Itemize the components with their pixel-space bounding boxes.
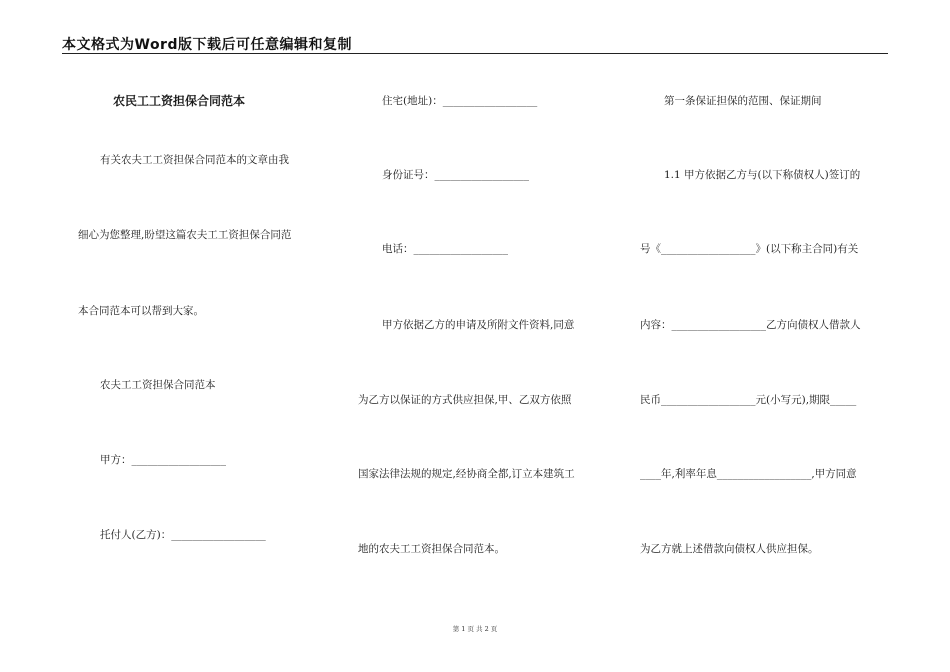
column1-line-6: 托付人(乙方)：__________________	[100, 529, 266, 541]
column1-line-3: 本合同范本可以帮到大家。	[78, 305, 204, 317]
column3-line-5: ____年,利率年息__________________,甲方同意	[640, 468, 857, 480]
column1-line-1: 有关农夫工工资担保合同范本的文章由我	[100, 154, 289, 166]
column2-line-5: 国家法律法规的规定,经协商全都,订立本建筑工	[358, 468, 575, 480]
page-number: 第 1 页 共 2 页	[452, 625, 498, 633]
header-divider	[62, 53, 888, 54]
column1-line-5: 甲方：__________________	[100, 454, 226, 466]
column3-line-1: 1.1 甲方依据乙方与(以下称债权人)签订的	[664, 169, 861, 181]
column2-line-2: 电话：__________________	[382, 243, 508, 255]
column3-line-3: 内容：__________________乙方向债权人借款人	[640, 319, 861, 331]
document-header-title: 本文格式为Word版下载后可任意编辑和复制	[62, 37, 352, 53]
column1-line-4: 农夫工工资担保合同范本	[100, 379, 216, 391]
column2-line-3: 甲方依据乙方的申请及所附文件资料,同意	[382, 319, 575, 331]
document-title: 农民工工资担保合同范本	[113, 94, 246, 108]
column2-line-1: 身份证号：__________________	[382, 169, 529, 181]
column2-line-4: 为乙方以保证的方式供应担保,甲、乙双方依照	[358, 394, 572, 406]
column3-line-6: 为乙方就上述借款向债权人供应担保。	[640, 543, 819, 555]
column2-line-6: 地的农夫工工资担保合同范本。	[358, 543, 505, 555]
column1-line-2: 细心为您整理,盼望这篇农夫工工资担保合同范	[78, 229, 292, 241]
column2-line-0: 住宅(地址)：__________________	[382, 95, 538, 107]
column3-line-0: 第一条保证担保的范围、保证期间	[664, 95, 822, 107]
column3-line-2: 号《__________________》(以下称主合同)有关	[640, 243, 859, 255]
column3-line-4: 民币__________________元(小写元),期限_____	[640, 394, 857, 406]
